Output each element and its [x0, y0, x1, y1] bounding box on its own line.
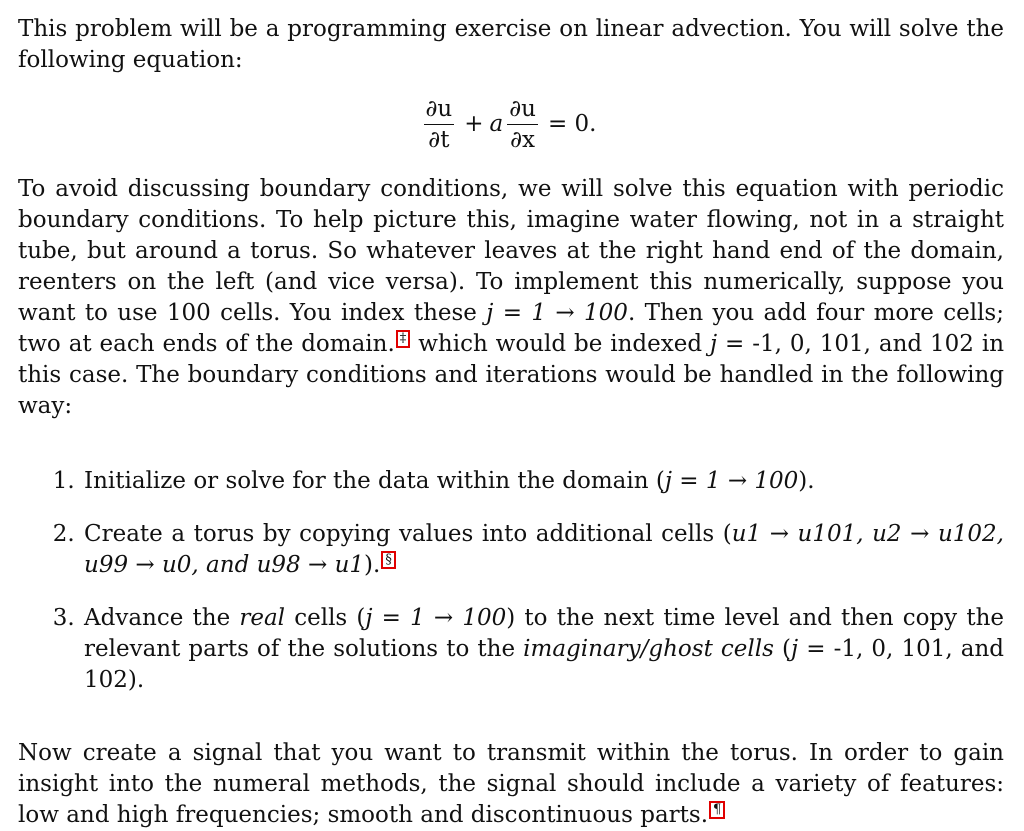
item2-expression: u1 → u101, u2 → u102, u99 → u0, and u98 → u1 — [84, 521, 1004, 578]
item1-text-b: ). — [798, 468, 815, 494]
real-emphasis: real — [239, 605, 286, 631]
procedure-list — [18, 466, 1004, 696]
footnote-marker-double-dagger[interactable]: ‡ — [396, 330, 411, 348]
du-numerator: ∂u — [424, 94, 455, 125]
item3-text-b: cells ( — [285, 605, 366, 631]
index-expression: j = 1 → 100 — [486, 300, 628, 326]
index-variable: j — [710, 331, 718, 357]
footnote-marker-section[interactable]: § — [381, 551, 396, 569]
plus-sign: + — [464, 110, 484, 137]
document-page — [18, 14, 1004, 831]
item3-index-variable: j — [791, 636, 799, 662]
advection-equation — [18, 92, 1004, 156]
du-dx-fraction — [507, 94, 538, 155]
boundary-text-a: To avoid discussing boundary conditions, we will solve this equation with periodic boundary conditions. To help picture this, imagine water flowing, not in a straight tube, but around a torus. So whatever leaves at the right hand end of the domain, reenters on the left (and vice versa). To implement this numerically, suppose you want to use 100 cells. You index these — [18, 176, 1004, 326]
item2-text-b: ). — [364, 552, 381, 578]
signal-paragraph — [18, 738, 1004, 831]
boundary-text-b: . Then you add four more cells; two at each ends of the domain. — [18, 300, 1004, 357]
boundary-paragraph — [18, 174, 1004, 422]
du-dt-fraction — [424, 94, 455, 155]
list-item-advance — [82, 603, 1004, 696]
equation-rhs: = 0. — [547, 110, 597, 137]
item2-text-a: Create a torus by copying values into additional cells ( — [84, 521, 732, 547]
list-item-initialize — [82, 466, 1004, 497]
item3-text-a: Advance the — [84, 605, 240, 631]
item3-text-e: = -1, 0, 101, and 102). — [84, 636, 1005, 693]
advection-coefficient: a — [489, 110, 504, 137]
footnote-marker-pilcrow[interactable]: ¶ — [709, 801, 725, 819]
boundary-text-c: which would be indexed — [410, 331, 710, 357]
boundary-text-d: = -1, 0, 101, and 102 in this case. The boundary conditions and iterations would be handled in the following way: — [18, 331, 1005, 419]
item3-expression: j = 1 → 100 — [365, 605, 507, 631]
item3-text-c: ) to the next time level and then copy the relevant parts of the solutions to the — [84, 605, 1004, 662]
ghost-cells-emphasis: imaginary/ghost cells — [523, 636, 774, 662]
signal-text: Now create a signal that you want to transmit within the torus. In order to gain insight into the numeral methods, the signal should include a variety of features: low and high frequencies; smooth and discontinuous parts. — [18, 740, 1004, 828]
dx-denominator: ∂x — [510, 126, 536, 153]
item3-text-d: ( — [773, 636, 791, 662]
item1-text-a: Initialize or solve for the data within the domain ( — [84, 468, 665, 494]
list-item-create-torus — [82, 519, 1004, 581]
dt-denominator: ∂t — [428, 126, 450, 153]
du-numerator-2: ∂u — [507, 94, 538, 125]
item1-expression: j = 1 → 100 — [664, 468, 799, 494]
intro-paragraph: This problem will be a programming exercise on linear advection. You will solve the following equation: — [18, 16, 1004, 73]
